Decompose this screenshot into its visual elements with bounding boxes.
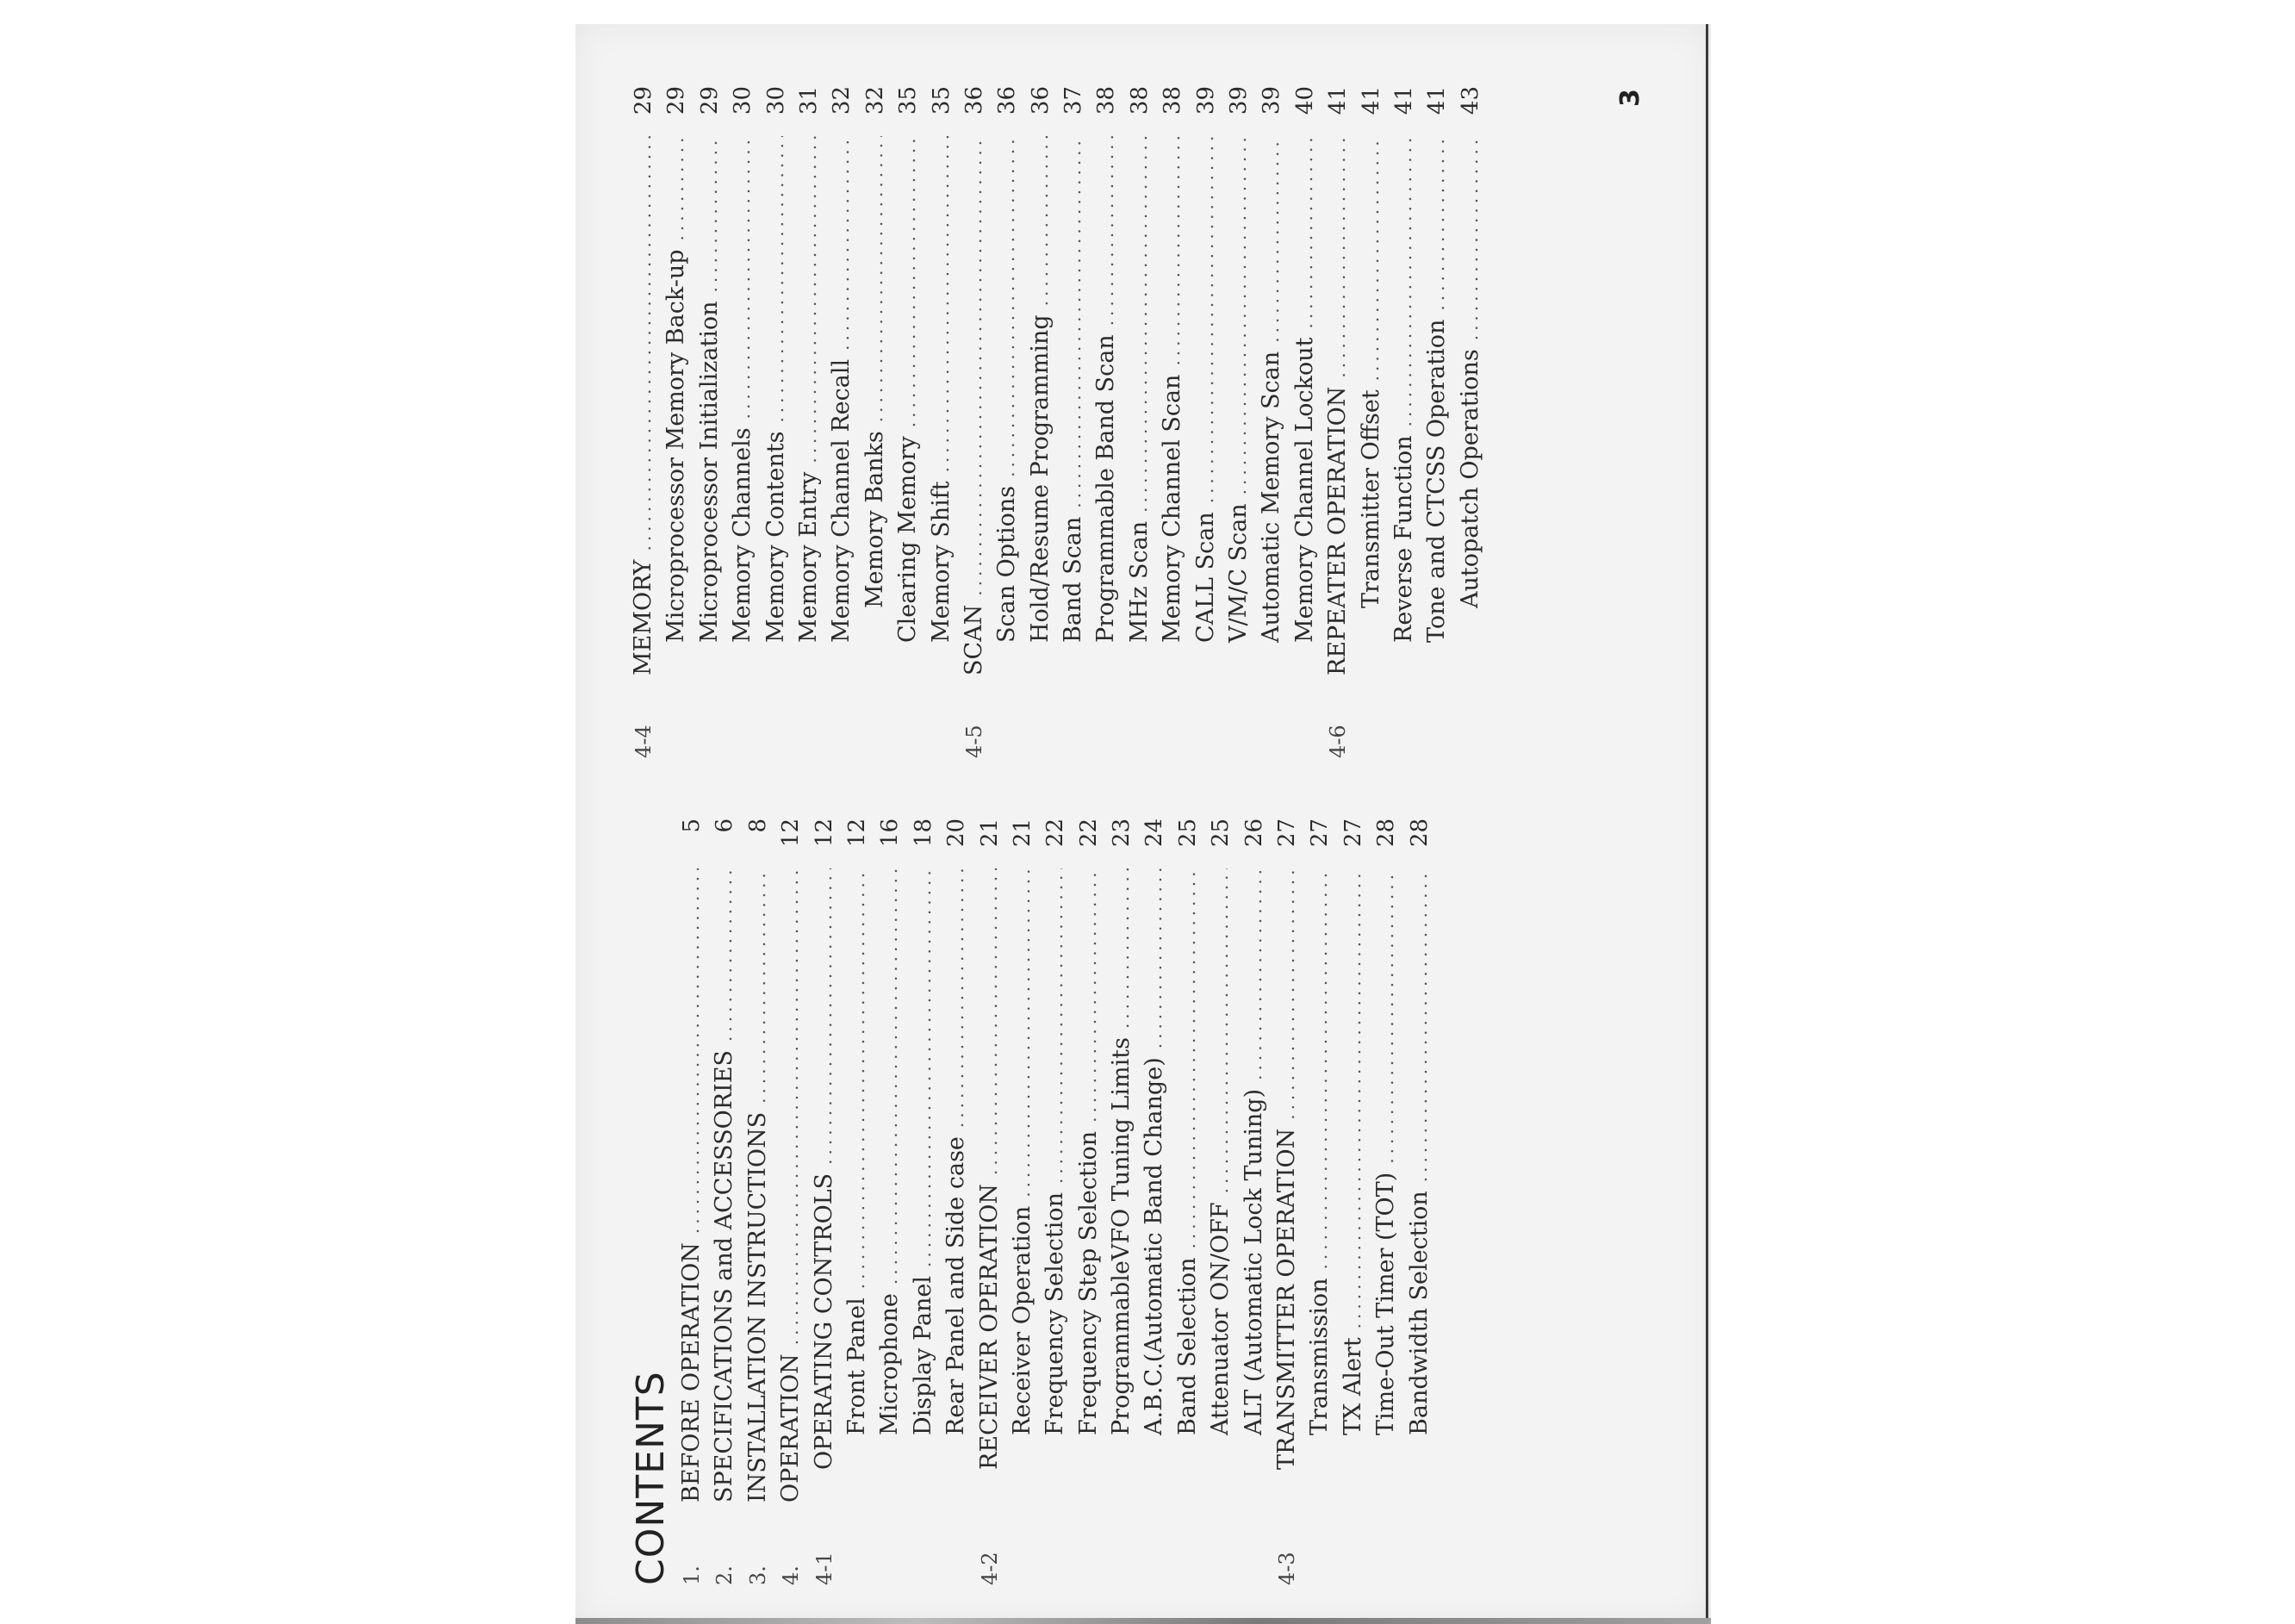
dot-leader <box>892 136 925 427</box>
toc-entry <box>1421 86 1453 758</box>
toc-entry-label: Band Selection <box>1173 1257 1201 1435</box>
toc-entry <box>859 86 892 758</box>
toc-entry-page: 28 <box>1373 818 1400 848</box>
toc-entry <box>760 86 793 758</box>
toc-entry-label: REPEATER OPERATION <box>1324 386 1352 675</box>
toc-entry <box>925 86 958 758</box>
toc-entry <box>958 86 991 758</box>
toc-entry <box>825 86 858 758</box>
dot-leader <box>974 868 1007 1175</box>
dot-leader <box>793 136 826 464</box>
toc-entry <box>1057 86 1090 758</box>
toc-entry-label: INSTALLATION INSTRUCTIONS <box>743 1111 771 1503</box>
toc-entry <box>1222 86 1255 758</box>
dot-leader <box>1139 868 1172 1048</box>
toc-entry-page: 28 <box>1406 818 1433 848</box>
toc-entry <box>1271 818 1303 1585</box>
toc-entry-page: 27 <box>1307 818 1334 848</box>
toc-entry-page: 8 <box>744 818 771 833</box>
toc-entry-label: Transmission <box>1306 1278 1334 1435</box>
dot-leader <box>1421 136 1454 311</box>
toc-entry <box>675 818 708 1585</box>
toc-entry <box>1073 818 1105 1585</box>
dot-leader <box>1389 136 1421 426</box>
toc-entry <box>1337 818 1370 1585</box>
toc-entry <box>973 818 1006 1585</box>
toc-entry-label: Tone and CTCSS Operation <box>1423 319 1451 643</box>
toc-entry <box>793 86 825 758</box>
toc-entry-number: 4-6 <box>1326 725 1351 758</box>
toc-entry-label: Transmitter Offset <box>1357 389 1384 608</box>
toc-entry-page: 12 <box>778 818 805 848</box>
dot-leader <box>1073 868 1106 1123</box>
dot-leader <box>874 868 907 1285</box>
toc-entry-page: 39 <box>1192 86 1219 115</box>
toc-entry-label: MHz Scan <box>1125 520 1153 643</box>
dot-leader <box>1157 136 1190 366</box>
toc-entry-page: 38 <box>1093 86 1120 115</box>
toc-entry-page: 36 <box>961 86 987 115</box>
toc-entry-label: Display Panel <box>909 1275 936 1435</box>
toc-entry-label: Receiver Operation <box>1008 1205 1036 1435</box>
dot-leader <box>1338 868 1371 1328</box>
toc-entry <box>1355 86 1388 758</box>
toc-entry <box>808 818 841 1585</box>
toc-entry <box>841 818 874 1585</box>
dot-leader <box>860 136 892 422</box>
toc-entry-label: Hold/Resume Programming <box>1026 314 1054 643</box>
toc-entry-page: 21 <box>1009 818 1036 848</box>
right-entries <box>627 86 1487 758</box>
toc-entry-page: 22 <box>1042 818 1069 848</box>
toc-entry <box>991 86 1023 758</box>
toc-entry-label: V/M/C Scan <box>1225 503 1253 643</box>
toc-entry-label: Time-Out Timer (TOT) <box>1372 1172 1400 1435</box>
toc-entry <box>1454 86 1487 758</box>
page-number: 3 <box>1614 89 1645 107</box>
toc-entry-page: 43 <box>1457 86 1483 115</box>
toc-entry-page: 21 <box>976 818 1003 848</box>
toc-entry-number: 3. <box>745 1565 770 1585</box>
toc-entry-label: Bandwidth Selection <box>1405 1191 1433 1435</box>
dot-leader <box>775 868 808 1345</box>
toc-entry-page: 6 <box>712 818 738 833</box>
toc-entry-page: 27 <box>1340 818 1366 848</box>
toc-entry <box>1156 86 1189 758</box>
toc-entry-number: 4. <box>779 1565 804 1585</box>
toc-entry-label: Memory Entry <box>794 471 822 643</box>
toc-entry <box>726 86 759 758</box>
toc-entry-page: 29 <box>663 86 690 115</box>
dot-leader <box>709 868 742 1042</box>
toc-entry <box>1255 86 1288 758</box>
toc-entry <box>1024 86 1057 758</box>
toc-entry-page: 39 <box>1259 86 1285 115</box>
toc-entry <box>1172 818 1204 1585</box>
toc-entry-label: Front Panel <box>843 1297 870 1435</box>
toc-entry-page: 23 <box>1109 818 1135 848</box>
dot-leader <box>761 136 793 423</box>
toc-entry-number: 4-4 <box>631 725 656 758</box>
toc-entry <box>874 818 906 1585</box>
dot-leader <box>1256 136 1289 343</box>
toc-entry-page: 16 <box>877 818 904 848</box>
toc-entry-page: 39 <box>1226 86 1253 115</box>
dot-leader <box>842 868 874 1289</box>
toc-entry <box>742 818 774 1585</box>
dot-leader <box>1191 136 1223 503</box>
toc-entry <box>1303 818 1336 1585</box>
dot-leader <box>1239 868 1272 1080</box>
toc-entry-page: 36 <box>1027 86 1054 115</box>
dot-leader <box>1106 868 1139 1029</box>
dot-leader <box>992 136 1024 477</box>
contents-title: CONTENTS <box>629 1371 673 1585</box>
toc-entry <box>708 818 741 1585</box>
contents-right-column <box>627 86 1487 758</box>
toc-entry-label: Memory Channels <box>729 427 756 643</box>
toc-entry-page: 41 <box>1390 86 1417 115</box>
toc-entry-label: BEFORE OPERATION <box>678 1242 705 1503</box>
toc-entry <box>693 86 726 758</box>
toc-entry-label: CALL Scan <box>1191 512 1219 643</box>
toc-entry-page: 32 <box>861 86 888 115</box>
toc-entry-page: 38 <box>1160 86 1186 115</box>
toc-entry <box>660 86 693 758</box>
rotated-contents <box>627 86 1489 1585</box>
toc-entry-label: TX Alert <box>1339 1337 1366 1435</box>
toc-entry-label: TRANSMITTER OPERATION <box>1273 1128 1301 1470</box>
dot-leader <box>1025 136 1058 306</box>
toc-entry-label: Microphone <box>876 1293 904 1435</box>
toc-entry-page: 35 <box>895 86 922 115</box>
toc-entry <box>1105 818 1138 1585</box>
toc-entry-page: 25 <box>1208 818 1235 848</box>
toc-entry-label: Memory Channel Scan <box>1159 374 1186 643</box>
toc-entry-label: Automatic Memory Scan <box>1258 351 1285 643</box>
toc-entry <box>1006 818 1039 1585</box>
toc-entry-label: Programmable Band Scan <box>1092 334 1120 643</box>
toc-entry-label: SPECIFICATIONS and ACCESSORIES <box>711 1049 738 1503</box>
toc-entry-page: 36 <box>994 86 1021 115</box>
dot-leader <box>628 136 661 551</box>
dot-leader <box>676 868 709 1234</box>
toc-entry-number: 4-3 <box>1275 1552 1300 1585</box>
toc-entry-page: 12 <box>811 818 837 848</box>
toc-entry-number: 4-1 <box>812 1552 837 1585</box>
dot-leader <box>826 136 859 351</box>
toc-entry-label: Memory Banks <box>861 431 888 608</box>
toc-entry <box>1123 86 1156 758</box>
dot-leader <box>1058 136 1091 508</box>
toc-entry-page: 22 <box>1075 818 1102 848</box>
toc-entry-label: Attenuator ON/OFF <box>1207 1202 1235 1435</box>
dot-leader <box>1205 868 1238 1193</box>
toc-entry-label: ALT (Automatic Lock Tuning) <box>1240 1088 1267 1435</box>
dot-leader <box>1007 868 1040 1198</box>
dot-leader <box>1272 868 1304 1120</box>
toc-entry-page: 30 <box>762 86 789 115</box>
dot-leader <box>1290 136 1322 328</box>
toc-entry-label: Memory Shift <box>927 481 955 643</box>
toc-entry-label: Scan Options <box>993 485 1021 643</box>
toc-entry-number: 4-2 <box>977 1552 1002 1585</box>
left-entries <box>675 818 1436 1585</box>
dot-leader <box>1040 868 1073 1184</box>
toc-entry-page: 40 <box>1291 86 1318 115</box>
dot-leader <box>1223 136 1256 495</box>
toc-entry-label: MEMORY <box>630 559 656 675</box>
toc-entry <box>1322 86 1354 758</box>
toc-entry <box>1190 86 1222 758</box>
toc-entry-label: Autopatch Operations <box>1456 349 1483 608</box>
toc-entry <box>940 818 973 1585</box>
toc-entry-page: 41 <box>1424 86 1451 115</box>
toc-entry <box>1039 818 1072 1585</box>
toc-entry-page: 24 <box>1141 818 1168 848</box>
page-bottom-edge <box>575 1618 1711 1624</box>
toc-entry <box>907 818 940 1585</box>
dot-leader <box>1322 136 1355 378</box>
toc-entry <box>627 86 660 758</box>
toc-entry-label: Microprocessor Memory Back-up <box>662 249 690 643</box>
toc-entry-page: 31 <box>795 86 822 115</box>
toc-entry-page: 37 <box>1060 86 1087 115</box>
dot-leader <box>1404 868 1437 1182</box>
dot-leader <box>908 868 941 1267</box>
dot-leader <box>959 136 992 596</box>
toc-entry <box>1370 818 1402 1585</box>
toc-entry <box>892 86 924 758</box>
dot-leader <box>694 136 727 292</box>
dot-leader <box>1371 868 1403 1164</box>
toc-entry-label: OPERATING CONTROLS <box>810 1173 837 1470</box>
toc-entry-page: 29 <box>696 86 723 115</box>
toc-entry-page: 41 <box>1358 86 1384 115</box>
dot-leader <box>926 136 959 472</box>
dot-leader <box>1124 136 1157 513</box>
toc-entry-label: Frequency Selection <box>1042 1192 1069 1435</box>
toc-entry <box>1388 86 1421 758</box>
dot-leader <box>1172 868 1205 1248</box>
toc-entry-page: 20 <box>943 818 970 848</box>
toc-entry-number: 2. <box>712 1565 737 1585</box>
toc-entry-page: 18 <box>910 818 936 848</box>
toc-entry-page: 26 <box>1241 818 1267 848</box>
toc-entry-page: 25 <box>1174 818 1201 848</box>
toc-entry <box>1238 818 1271 1585</box>
toc-entry-page: 29 <box>631 86 656 115</box>
dot-leader <box>1356 136 1389 381</box>
toc-entry-label: Memory Channel Lockout <box>1291 337 1318 643</box>
toc-entry-label: Clearing Memory <box>894 436 922 643</box>
toc-entry-page: 32 <box>829 86 855 115</box>
contents-left-column <box>627 818 1436 1585</box>
toc-entry-label: Reverse Function <box>1390 435 1417 643</box>
toc-entry-label: Microprocessor Initialization <box>695 301 723 643</box>
dot-leader <box>1304 868 1337 1270</box>
toc-entry-label: OPERATION <box>777 1353 805 1503</box>
toc-entry <box>1090 86 1123 758</box>
toc-entry <box>774 818 807 1585</box>
toc-entry-label: Band Scan <box>1060 516 1087 643</box>
toc-entry <box>1204 818 1237 1585</box>
toc-entry-label: RECEIVER OPERATION <box>975 1184 1003 1470</box>
toc-entry-label: Rear Panel and Side case <box>942 1136 970 1435</box>
toc-entry-page: 12 <box>843 818 870 848</box>
toc-entry-page: 41 <box>1325 86 1352 115</box>
toc-entry-page: 30 <box>730 86 756 115</box>
toc-entry-page: 35 <box>928 86 955 115</box>
dot-leader <box>1455 136 1488 340</box>
toc-entry-number: 4-5 <box>961 725 986 758</box>
toc-entry-label: Memory Channel Recall <box>828 358 855 643</box>
page-spine-edge <box>1706 24 1708 1624</box>
toc-entry-label: SCAN <box>960 604 987 675</box>
toc-entry-number: 1. <box>680 1565 704 1585</box>
toc-entry <box>1289 86 1322 758</box>
toc-entry-page: 27 <box>1274 818 1301 848</box>
toc-entry <box>1138 818 1171 1585</box>
dot-leader <box>727 136 760 419</box>
toc-entry-label: A.B.C.(Automatic Band Change) <box>1141 1057 1168 1435</box>
dot-leader <box>809 868 842 1165</box>
toc-entry-page: 38 <box>1126 86 1153 115</box>
dot-leader <box>661 136 693 240</box>
dot-leader <box>941 868 973 1128</box>
toc-entry-label: Frequency Step Selection <box>1074 1130 1102 1435</box>
toc-entry <box>1403 818 1436 1585</box>
toc-entry-label: Memory Contents <box>762 431 789 643</box>
dot-leader <box>1091 136 1123 326</box>
dot-leader <box>743 868 775 1104</box>
toc-entry-label: ProgrammableVFO Tuning Limits <box>1108 1037 1135 1435</box>
toc-entry-page: 5 <box>679 818 705 833</box>
